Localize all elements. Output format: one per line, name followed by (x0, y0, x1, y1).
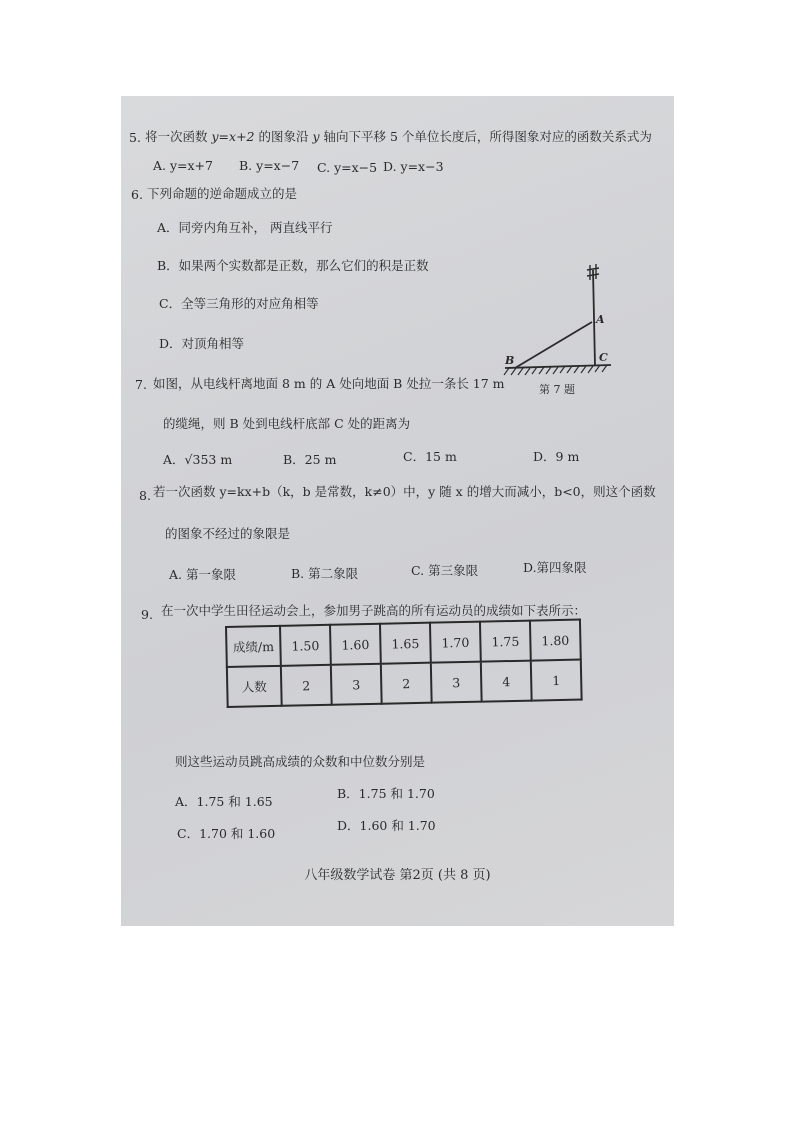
option-b: B．1.75 和 1.70 (337, 786, 435, 801)
option-b: B. 第二象限 (291, 566, 359, 581)
question-number: 8. (139, 488, 151, 503)
question-stem-line-1: 如图，从电线杆离地面 8 m 的 A 处向地面 B 处拉一条长 17 m (153, 376, 505, 391)
table-cell: 1.75 (480, 621, 531, 662)
table-cell: 2 (281, 665, 332, 706)
table-cell: 1.65 (380, 623, 431, 664)
page-footer: 八年级数学试卷 第2页 (共 8 页) (304, 868, 491, 883)
option-c: C．1.70 和 1.60 (177, 826, 276, 841)
option-d: D．对顶角相等 (159, 336, 245, 351)
option-b: B．如果两个实数都是正数，那么它们的积是正数 (157, 258, 429, 273)
question-number: 6. (131, 187, 143, 202)
question-stem-line-1: 若一次函数 y=kx+b（k，b 是常数，k≠0）中，y 随 x 的增大而减小，b<0，则这个函数 (153, 484, 656, 499)
cable-line (515, 322, 592, 368)
option-d: D.第四象限 (523, 560, 587, 575)
score-table (225, 619, 583, 708)
exam-page-photo (121, 96, 674, 926)
table-row-header: 成绩/m (226, 626, 281, 667)
option-c: C. y=x−5 (317, 160, 378, 175)
table-cell: 4 (481, 661, 532, 702)
point-c-label: C (599, 351, 608, 364)
option-d: D．9 m (533, 449, 580, 464)
figure-caption: 第 7 题 (539, 383, 575, 396)
question-number: 5. (129, 130, 141, 145)
question-number: 9. (141, 607, 153, 622)
table-cell: 1.70 (430, 622, 481, 663)
pole-crossbar-bottom (587, 274, 599, 276)
table-cell: 1.60 (330, 624, 381, 665)
option-c: C．全等三角形的对应角相等 (159, 296, 319, 311)
question-stem: 将一次函数 y=x+2 的图象沿 y 轴向下平移 5 个单位长度后，所得图象对应的函数关系式为 (145, 129, 652, 144)
point-b-label: B (505, 354, 515, 367)
option-b: B. y=x−7 (239, 158, 300, 173)
pole-crossbar-top (587, 268, 599, 270)
option-a: A．同旁内角互补， 两直线平行 (157, 220, 333, 235)
question-stem-line-2: 的缆绳，则 B 处到电线杆底部 C 处的距离为 (163, 416, 411, 431)
table-cell: 1.50 (280, 625, 331, 666)
table-cell: 3 (331, 664, 382, 705)
table-cell: 1.80 (530, 620, 581, 661)
question-stem-line-2: 的图象不经过的象限是 (165, 526, 291, 541)
question-stem: 在一次中学生田径运动会上，参加男子跳高的所有运动员的成绩如下表所示： (161, 603, 587, 618)
option-c: C．15 m (403, 449, 457, 464)
option-a: A. y=x+7 (153, 158, 213, 173)
point-a-label: A (596, 313, 605, 326)
option-a: A．√353 m (163, 452, 233, 467)
pole-line (593, 270, 595, 366)
table-row (227, 660, 582, 707)
table-row-header: 人数 (227, 666, 282, 707)
option-a: A．1.75 和 1.65 (175, 794, 273, 809)
question-prompt: 则这些运动员跳高成绩的众数和中位数分别是 (175, 754, 426, 769)
option-d: D．1.60 和 1.70 (337, 818, 436, 833)
table-cell: 1 (531, 660, 582, 701)
option-a: A. 第一象限 (169, 567, 236, 582)
option-d: D. y=x−3 (383, 159, 444, 174)
table-cell: 2 (381, 663, 432, 704)
option-b: B．25 m (283, 452, 337, 467)
question-number: 7. (135, 377, 147, 392)
question-7-figure (495, 256, 625, 406)
option-c: C. 第三象限 (411, 563, 479, 578)
question-stem: 下列命题的逆命题成立的是 (147, 186, 298, 201)
table-cell: 3 (431, 662, 482, 703)
